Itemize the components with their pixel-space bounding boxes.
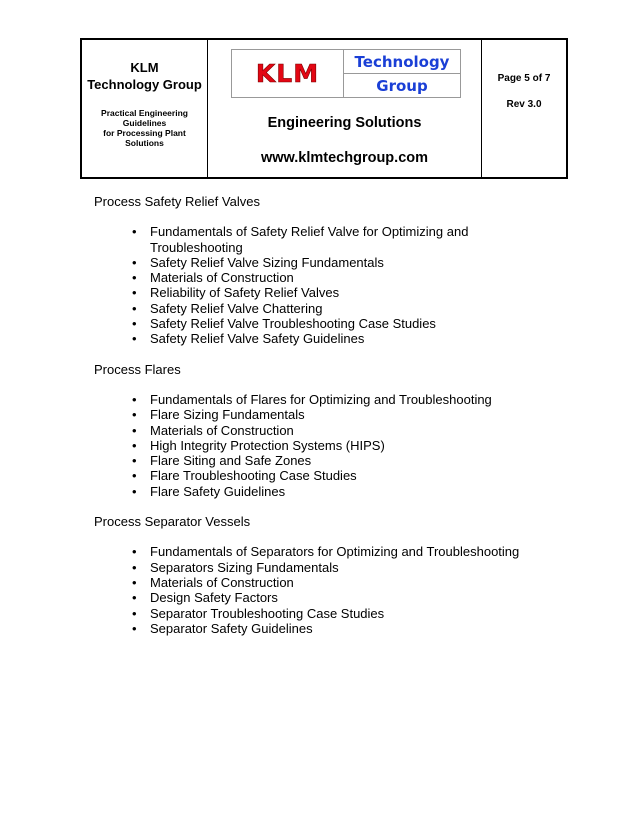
document-header [80, 38, 568, 179]
company-name-line1: KLM [130, 60, 159, 75]
section-flares [94, 362, 564, 499]
list-item: • Flare Safety Guidelines [94, 484, 564, 499]
header-center-cell [208, 40, 482, 177]
company-subtitle-line2: Guidelines [122, 118, 167, 128]
list-item: • High Integrity Protection Systems (HIPS) [94, 438, 564, 453]
list-item: • Materials of Construction [94, 423, 564, 438]
section-safety-relief-valves [94, 194, 564, 347]
list-item: • Design Safety Factors [94, 590, 564, 605]
header-page-cell [482, 40, 566, 177]
engineering-solutions-title: Engineering Solutions [267, 115, 422, 131]
company-subtitle-line3: for Processing Plant [103, 128, 186, 138]
klm-logo [231, 49, 461, 98]
list-item: • Separator Safety Guidelines [94, 621, 564, 636]
bullet-list [94, 224, 564, 346]
list-item: • Safety Relief Valve Troubleshooting Case Studies [94, 316, 564, 331]
company-subtitle [82, 108, 207, 148]
list-item: • Flare Sizing Fundamentals [94, 407, 564, 422]
page-number: Page 5 of 7 [497, 73, 551, 84]
list-item: • Safety Relief Valve Sizing Fundamentals [94, 255, 564, 270]
list-item: • Separator Troubleshooting Case Studies [94, 606, 564, 621]
logo-klm-text: KLM [255, 59, 320, 88]
list-item: • Flare Siting and Safe Zones [94, 453, 564, 468]
logo-text-stack [344, 50, 460, 97]
section-title: Process Separator Vessels [94, 514, 251, 530]
bullet-list [94, 544, 564, 636]
list-item: • Separators Sizing Fundamentals [94, 560, 564, 575]
website-url: www.klmtechgroup.com [260, 150, 429, 166]
revision-number: Rev 3.0 [506, 99, 542, 110]
list-item: • Safety Relief Valve Chattering [94, 301, 564, 316]
list-item: • Reliability of Safety Relief Valves [94, 285, 564, 300]
list-item: • Safety Relief Valve Safety Guidelines [94, 331, 564, 346]
list-item: • Flare Troubleshooting Case Studies [94, 468, 564, 483]
list-item: • Materials of Construction [94, 270, 564, 285]
list-item: • Fundamentals of Safety Relief Valve for Optimizing and Troubleshooting [94, 224, 564, 255]
list-item: • Materials of Construction [94, 575, 564, 590]
list-item: • Fundamentals of Separators for Optimizing and Troubleshooting [94, 544, 564, 559]
logo-klm-box [232, 50, 344, 97]
company-name-line2: Technology Group [87, 77, 202, 92]
section-separator-vessels [94, 514, 564, 636]
section-title: Process Flares [94, 361, 181, 377]
header-company-cell [82, 40, 208, 177]
company-subtitle-line4: Solutions [125, 138, 164, 148]
company-name [82, 59, 207, 93]
section-title: Process Safety Relief Valves [94, 194, 260, 209]
company-subtitle-line1: Practical Engineering [101, 108, 188, 118]
logo-group-text: Group [376, 76, 428, 95]
list-item: • Fundamentals of Flares for Optimizing and Troubleshooting [94, 392, 564, 407]
bullet-list [94, 392, 564, 499]
document-body [94, 194, 564, 636]
logo-technology-text: Technology [344, 50, 460, 74]
